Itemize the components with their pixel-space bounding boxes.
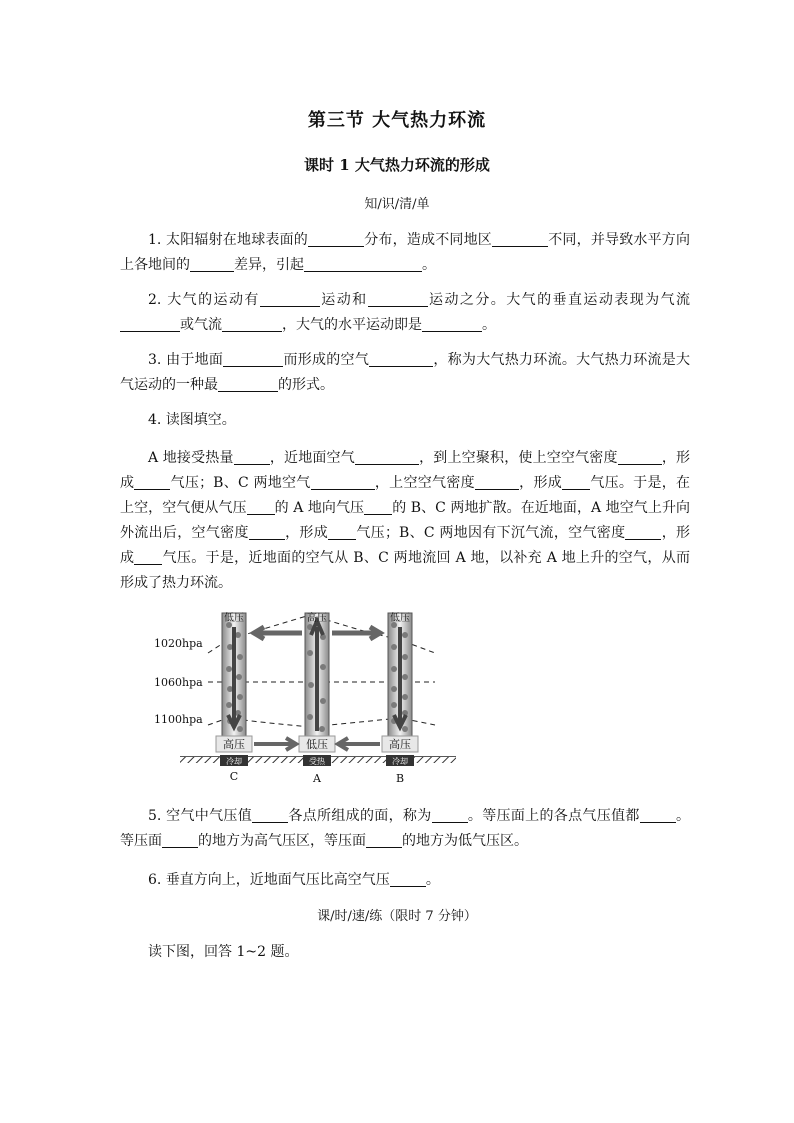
- question-3: 3. 由于地面 而形成的空气 ，称为大气热力环流。大气热力环流是大气运动的一种最 的形式。: [120, 352, 691, 393]
- upper-arrow-to-c: [254, 627, 302, 639]
- lower-arrow-c-to-a: [254, 738, 296, 750]
- ground-label-a: 受热: [309, 757, 325, 766]
- lesson-subtitle: 课时 1 大气热力环流的形成: [304, 156, 490, 174]
- question-1: 1. 太阳辐射在地球表面的 分布，造成不同地区 不同，并导致水平方向上各地间的 差异，引起 。: [120, 232, 691, 273]
- pressure-label-1100: 1100hpa: [154, 713, 203, 726]
- answer-blank[interactable]: [234, 448, 270, 465]
- ground-label-b: 冷却: [392, 757, 408, 766]
- practice-intro: 读下图，回答 1~2 题。: [148, 944, 299, 960]
- answer-blank[interactable]: [366, 831, 402, 848]
- question-4-title: 4. 读图填空。: [148, 412, 236, 428]
- surface-pressure-label-b: 高压: [389, 738, 411, 751]
- thermal-circulation-diagram: [150, 605, 460, 790]
- section-label: 知/识/清/单: [364, 197, 430, 212]
- answer-blank[interactable]: [311, 473, 375, 490]
- answer-blank[interactable]: [249, 523, 285, 540]
- ground-label-c: 冷却: [226, 757, 242, 766]
- answer-blank[interactable]: [162, 831, 198, 848]
- answer-blank[interactable]: [134, 473, 170, 490]
- page-title: 第三节 大气热力环流: [307, 110, 487, 131]
- site-letter-c: C: [229, 770, 239, 783]
- answer-blank[interactable]: [308, 230, 364, 247]
- surface-pressure-label-a: 低压: [306, 738, 328, 751]
- answer-blank[interactable]: [222, 315, 282, 332]
- answer-blank[interactable]: [475, 473, 519, 490]
- lower-arrow-b-to-a: [338, 738, 380, 750]
- pressure-label-1060: 1060hpa: [154, 676, 203, 689]
- answer-blank[interactable]: [492, 230, 548, 247]
- answer-blank[interactable]: [390, 870, 426, 887]
- answer-blank[interactable]: [247, 498, 275, 515]
- answer-blank[interactable]: [218, 375, 278, 392]
- top-pressure-label-c: 低压: [224, 613, 244, 624]
- question-5: 5. 空气中气压值 各点所组成的面，称为 。等压面上的各点气压值都 。等压面 的地方为高气压区，等压面 的地方为低气压区。: [120, 808, 691, 849]
- answer-blank[interactable]: [432, 806, 468, 823]
- answer-blank[interactable]: [328, 523, 356, 540]
- answer-blank[interactable]: [369, 350, 433, 367]
- answer-blank[interactable]: [260, 290, 320, 307]
- answer-blank[interactable]: [640, 806, 676, 823]
- question-6: 6. 垂直方向上，近地面气压比高空气压 。: [148, 872, 440, 888]
- answer-blank[interactable]: [252, 806, 288, 823]
- top-pressure-label-b: 低压: [390, 613, 410, 624]
- surface-pressure-label-c: 高压: [223, 738, 245, 751]
- pressure-label-1020: 1020hpa: [154, 637, 203, 650]
- answer-blank[interactable]: [120, 315, 180, 332]
- answer-blank[interactable]: [304, 255, 422, 272]
- answer-blank[interactable]: [134, 548, 162, 565]
- answer-blank[interactable]: [562, 473, 590, 490]
- practice-section-label: 课/时/速/练（限时 7 分钟）: [317, 909, 477, 924]
- answer-blank[interactable]: [368, 290, 428, 307]
- top-pressure-label-a: 高压: [307, 613, 327, 624]
- answer-blank[interactable]: [355, 448, 419, 465]
- answer-blank[interactable]: [223, 350, 283, 367]
- answer-blank[interactable]: [364, 498, 392, 515]
- answer-blank[interactable]: [422, 315, 482, 332]
- question-2: 2. 大气的运动有 运动和 运动之分。大气的垂直运动表现为气流或气流 ，大气的水平运动即是 。: [120, 288, 690, 338]
- site-letter-a: A: [313, 772, 321, 785]
- answer-blank[interactable]: [190, 255, 234, 272]
- answer-blank[interactable]: [625, 523, 661, 540]
- answer-blank[interactable]: [618, 448, 662, 465]
- site-letter-b: B: [395, 772, 405, 785]
- question-4-text: A 地接受热量 ，近地面空气 ，到上空聚积，使上空空气密度 ，形成 气压；B、C 两地空气 ，上空空气密度 ，形成 气压。于是，在上空，空气便从气压 的 A 地向气压 的 B、C 两地扩散。在近地面，A 地空气上升向外流出后，空气密度 ，形成 气压；B、C 两地因有下沉气流，空气密度 ，形成 气压。于是，近地面的空气从 B、C 两地流回 A 地，以补充 A 地上升的空气，从而形成了热力环流。: [120, 450, 691, 591]
